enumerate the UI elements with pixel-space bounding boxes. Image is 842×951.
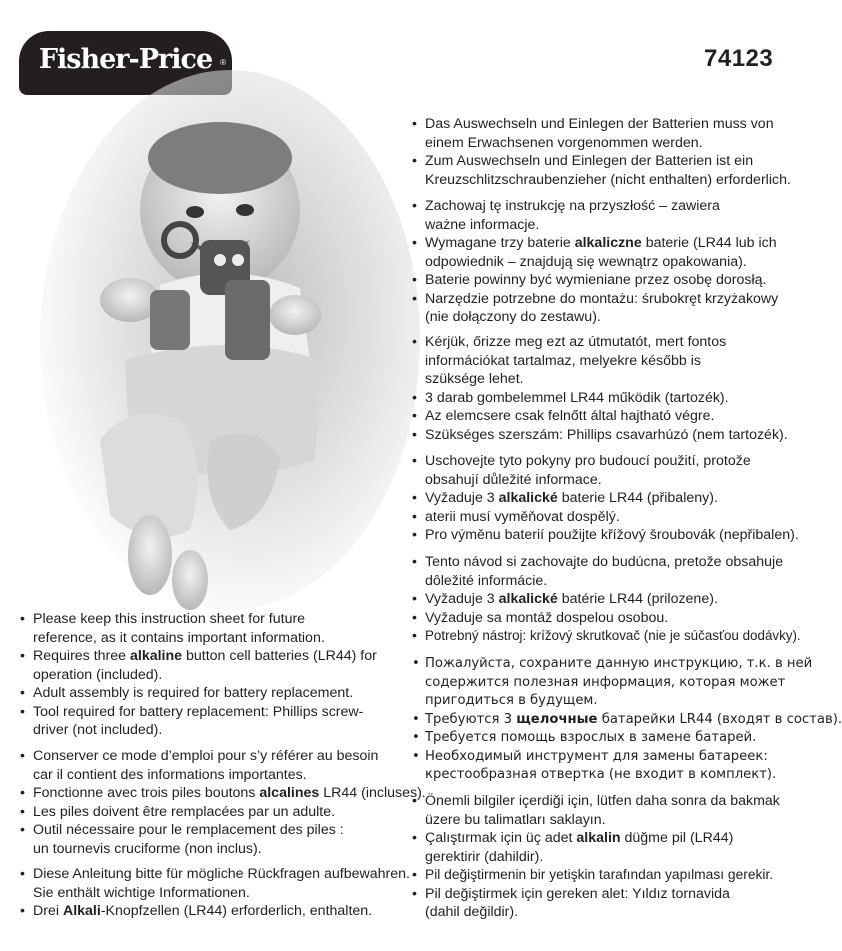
section-tr: [412, 792, 780, 922]
list-item: • Vyžaduje sa montáž dospelou osobou.: [412, 609, 801, 628]
list-item: • Tento návod si zachovajte do budúcna, pretože obsahuje dôležité informácie.: [412, 553, 801, 590]
list-item: • Drei Alkali-Knopfzellen (LR44) erforderlich, enthalten.: [20, 902, 410, 921]
list-item: • Das Auswechseln und Einlegen der Batterien muss von einem Erwachsenen vorgenommen werden.: [412, 115, 791, 152]
list-item: • Adult assembly is required for battery replacement.: [20, 684, 377, 703]
section-hu: [412, 333, 788, 444]
list-item: • Zum Auswechseln und Einlegen der Batterien ist ein Kreuzschlitzschraubenzieher (nicht enthalten) erforderlich.: [412, 152, 791, 189]
list-item: • Vyžaduje 3 alkalické baterie LR44 (přibaleny).: [412, 489, 799, 508]
list-item: • Les piles doivent être remplacées par un adulte.: [20, 803, 426, 822]
list-item: • Wymagane trzy baterie alkaliczne baterie (LR44 lub ich odpowiednik – znajdują się wewnątrz opakowania).: [412, 234, 778, 271]
list-item: • 3 darab gombelemmel LR44 működik (tartozék).: [412, 389, 788, 408]
list-item: • Пожалуйста, сохраните данную инструкцию, т.к. в ней содержится полезная информация, которая может пригодиться в будущем.: [412, 655, 842, 711]
list-item: • Uschovejte tyto pokyny pro budoucí použití, protože obsahují důležité informace.: [412, 452, 799, 489]
list-item: • Tool required for battery replacement: Phillips screw- driver (not included).: [20, 703, 377, 740]
list-item: • Narzędzie potrzebne do montażu: śrubokręt krzyżakowy (nie dołączony do zestawu).: [412, 290, 778, 327]
list-item: • Требуются 3 щелочные батарейки LR44 (входят в состав).: [412, 711, 842, 730]
section-cs: [412, 452, 799, 545]
section-sk: [412, 553, 801, 646]
list-item: • Outil nécessaire pour le remplacement des piles : un tournevis cruciforme (non inclus).: [20, 821, 426, 858]
list-item: • Diese Anleitung bitte für mögliche Rückfragen aufbewahren. Sie enthält wichtige Informationen.: [20, 865, 410, 902]
section-de-intro: [20, 865, 410, 921]
section-en: [20, 610, 377, 740]
list-item: • Szükséges szerszám: Phillips csavarhúzó (nem tartozék).: [412, 426, 788, 445]
baby-photo: [30, 60, 410, 615]
brand-name: Fisher-Price: [38, 44, 213, 75]
list-item: • Conserver ce mode d’emploi pour s’y référer au besoin car il contient des informations importantes.: [20, 747, 426, 784]
list-item: • Pil değiştirmek için gereken alet: Yıldız tornavida (dahil değildir).: [412, 885, 780, 922]
list-item: • Please keep this instruction sheet for future reference, as it contains important information.: [20, 610, 377, 647]
section-de: [412, 115, 791, 189]
list-item: • aterii musí vyměňovat dospělý.: [412, 508, 799, 527]
list-item: • Kérjük, őrizze meg ezt az útmutatót, mert fontos információkat tartalmaz, melyekre később is szüksége lehet.: [412, 333, 788, 389]
list-item: • Fonctionne avec trois piles boutons alcalines LR44 (incluses).: [20, 784, 426, 803]
list-item: • Pil değiştirmenin bir yetişkin tarafından yapılması gerekir.: [412, 866, 780, 885]
list-item: • Potrebný nástroj: krížový skrutkovač (nie je súčasťou dodávky).: [412, 627, 801, 646]
list-item: • Pro výměnu baterií použijte křížový šroubovák (nepřibalen).: [412, 526, 799, 545]
list-item: • Requires three alkaline button cell batteries (LR44) for operation (included).: [20, 647, 377, 684]
list-item: • Vyžaduje 3 alkalické batérie LR44 (prilozene).: [412, 590, 801, 609]
list-item: • Необходимый инструмент для замены батареек: крестообразная отвертка (не входит в комплект).: [412, 748, 842, 785]
list-item: • Baterie powinny być wymieniane przez osobę dorosłą.: [412, 271, 778, 290]
list-item: • Az elemcsere csak felnőtt által hajtható végre.: [412, 407, 788, 426]
list-item: • Önemli bilgiler içerdiği için, lütfen daha sonra da bakmak üzere bu talimatları saklayın.: [412, 792, 780, 829]
section-ru: [412, 655, 842, 785]
registered-mark: ®: [220, 58, 226, 67]
list-item: • Zachowaj tę instrukcję na przyszłość – zawiera ważne informacje.: [412, 197, 778, 234]
list-item: • Требуется помощь взрослых в замене батарей.: [412, 729, 842, 748]
model-number: 74123: [704, 45, 774, 72]
section-pl: [412, 197, 778, 327]
section-fr: [20, 747, 426, 858]
list-item: • Çalıştırmak için üç adet alkalin düğme pil (LR44) gerektirir (dahildir).: [412, 829, 780, 866]
